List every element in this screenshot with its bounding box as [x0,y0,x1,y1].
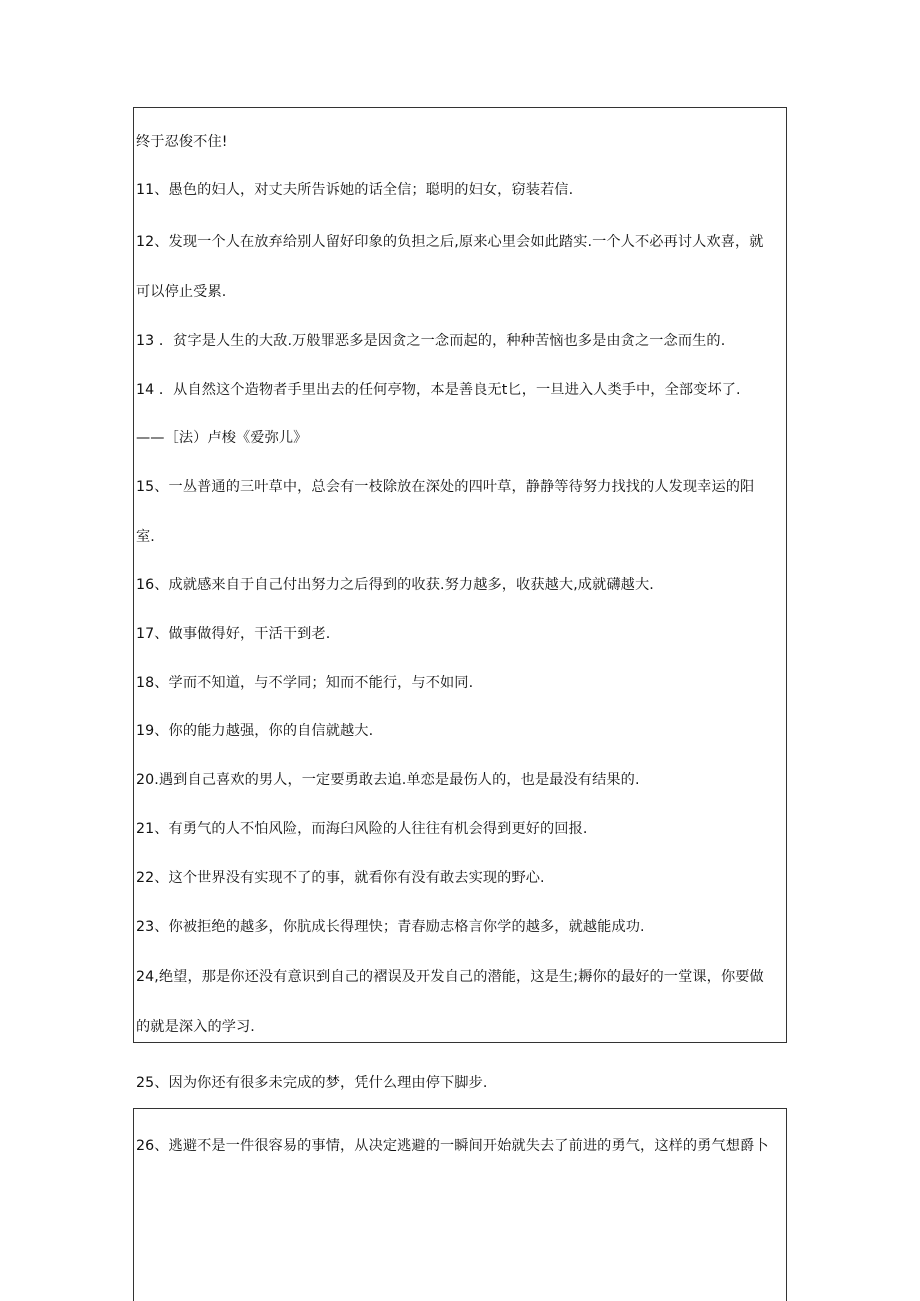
quote-15-cont: 室. [136,529,155,545]
quote-20: 20.遇到自己喜欢的男人，一定要勇敢去追.单恋是最伤人的，也是最没有结果的. [136,772,640,788]
quote-16: 16、成就感来自于自己付出努力之后得到的收获.努力越多，收获越大,成就礴越大. [136,577,654,593]
quote-15: 15、一丛普通的三叶草中，总会有一枝除放在深处的四叶草，静静等待努力找找的人发现幸运的阳 [136,479,755,495]
quote-12: 12、发现一个人在放弃给别人留好印象的负担之后,原来心里会如此踏实.一个人不必再讨人欢喜，就 [136,234,764,250]
quote-11: 11、愚色的妇人，对丈夫所告诉她的话全信；聪明的妇女，窃装若信. [136,182,574,198]
quote-18: 18、学而不知道，与不学同；知而不能行，与不如同. [136,675,474,691]
quote-23: 23、你被拒绝的越多，你肮成长得理快；青春励志格言你学的越多，就越能成功. [136,919,645,935]
quote-19: 19、你的能力越强，你的自信就越大. [136,723,374,739]
quote-14-attribution: ——［法）卢梭《爱弥儿》 [136,430,308,446]
quote-17: 17、做事做得好，干活干到老. [136,626,331,642]
quote-26: 26、逃避不是一件很容易的事情，从决定逃避的一瞬间开始就失去了前进的勇气，这样的勇气想爵卜 [136,1138,769,1154]
quote-22: 22、这个世界没有实现不了的事，就看你有没有敢去实现的野心. [136,870,545,886]
quote-21: 21、有勇气的人不怕风险，而海臼风险的人往往有机会得到更好的回报. [136,821,588,837]
quote-24: 24,绝望，那是你还没有意识到自己的褶误及开发自己的潜能，这是生;耨你的最好的一堂课，你要做 [136,969,764,985]
quote-24-cont: 的就是深入的学习. [136,1019,255,1035]
quote-13: 13 ．贫字是人生的大敌.万般罪恶多是因贪之一念而起的，种种苦恼也多是由贪之一念而生的. [136,333,726,349]
text-line: 终于忍俊不住! [136,134,228,150]
quote-12-cont: 可以停止受累. [136,284,227,300]
quote-14: 14 ．从自然这个造物者手里出去的任何亭物，本是善良无t匕，一旦进入人类手中，全部变坏了. [136,382,741,398]
quote-25: 25、因为你还有很多未完成的梦，凭什么理由停下脚步. [136,1075,488,1091]
